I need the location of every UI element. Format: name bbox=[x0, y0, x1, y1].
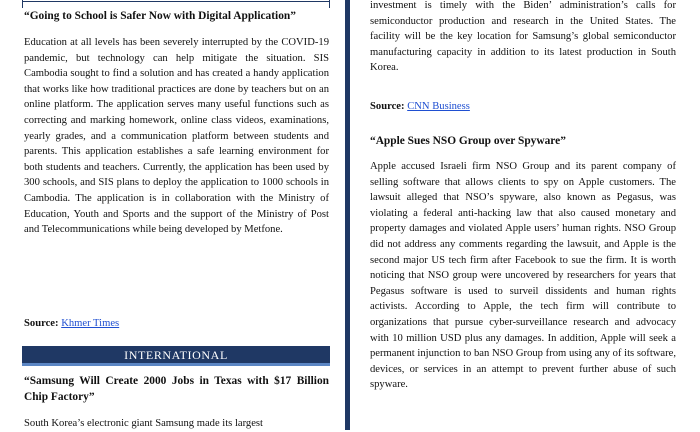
apple-article-headline: “Apple Sues NSO Group over Spyware” bbox=[370, 135, 566, 147]
samsung-article-source bbox=[370, 99, 470, 115]
apple-article-body: Apple accused Israeli firm NSO Group and its parent company of selling software that allows clients to spy on Apple customers. The lawsuit alleged that NSO’s spyware, also known as Pegasus, was violating a federal anti-hacking law that also caused monetary and property damages and violated Apple users’ human rights. NSO Group did not address any comments regarding the lawsuit, and Apple is the second major US tech firm after Facebook to sue the firm. It is worth noticing that NSO group were uncovered by researchers for years that Pegasus software is used to surveil dissidents and human rights activists. According to Apple, the tech firm will contribute to organizations that pursue cyber-surveillance research and advocacy with 10 million USD plus any damages. In addition, Apple will seek a permanent injunction to ban NSO Group from using any of its software, devices, or services in an attempt to prevent further abuse of such spyware. bbox=[370, 161, 676, 391]
left-box-left-border bbox=[22, 0, 23, 8]
khmer-times-link[interactable]: Khmer Times bbox=[61, 318, 120, 329]
local-article-source bbox=[24, 316, 119, 332]
left-box-right-border bbox=[329, 0, 330, 8]
local-article-body: Education at all levels has been severely interrupted by the COVID-19 pandemic, but technology can help mitigate the situation. SIS Cambodia sought to find a solution and has created a handy application that works like how traditional practices are done by teachers but on an online platform. The application serves many useful functions such as correcting and marking homework, online class videos, examinations, yearly grades, and a communication platform between students and parents. This application establishes a safe learning environment for both students and teachers. Currently, the application has been used by 300 schools, and SIS plans to deploy the application to 1000 schools in Cambodia. The application is in collaboration with the Ministry of Education, Youth and Sports and the support of the Ministry of Post and Telecommunications while being developed by Metfone. bbox=[24, 37, 329, 236]
local-source-label: Source: bbox=[24, 318, 59, 329]
samsung-article-headline: “Samsung Will Create 2000 Jobs in Texas with $17 Billion Chip Factory” bbox=[24, 375, 329, 403]
samsung-article-body-start: South Korea’s electronic giant Samsung made its largest bbox=[24, 418, 263, 429]
international-section-header: INTERNATIONAL bbox=[22, 346, 330, 366]
cnn-business-link[interactable]: CNN Business bbox=[407, 101, 470, 112]
samsung-article-body-continued: investment is timely with the Biden’ administration’s calls for semiconductor production and research in the United States. The facility will be the key location for Samsung’s global semiconductor manufacturing capacity in addition to its latest production in South Korea. bbox=[370, 0, 676, 74]
left-box-top-border bbox=[22, 1, 330, 2]
samsung-source-label: Source: bbox=[370, 101, 405, 112]
local-article-headline: “Going to School is Safer Now with Digital Application” bbox=[24, 10, 296, 22]
column-divider bbox=[345, 0, 350, 430]
